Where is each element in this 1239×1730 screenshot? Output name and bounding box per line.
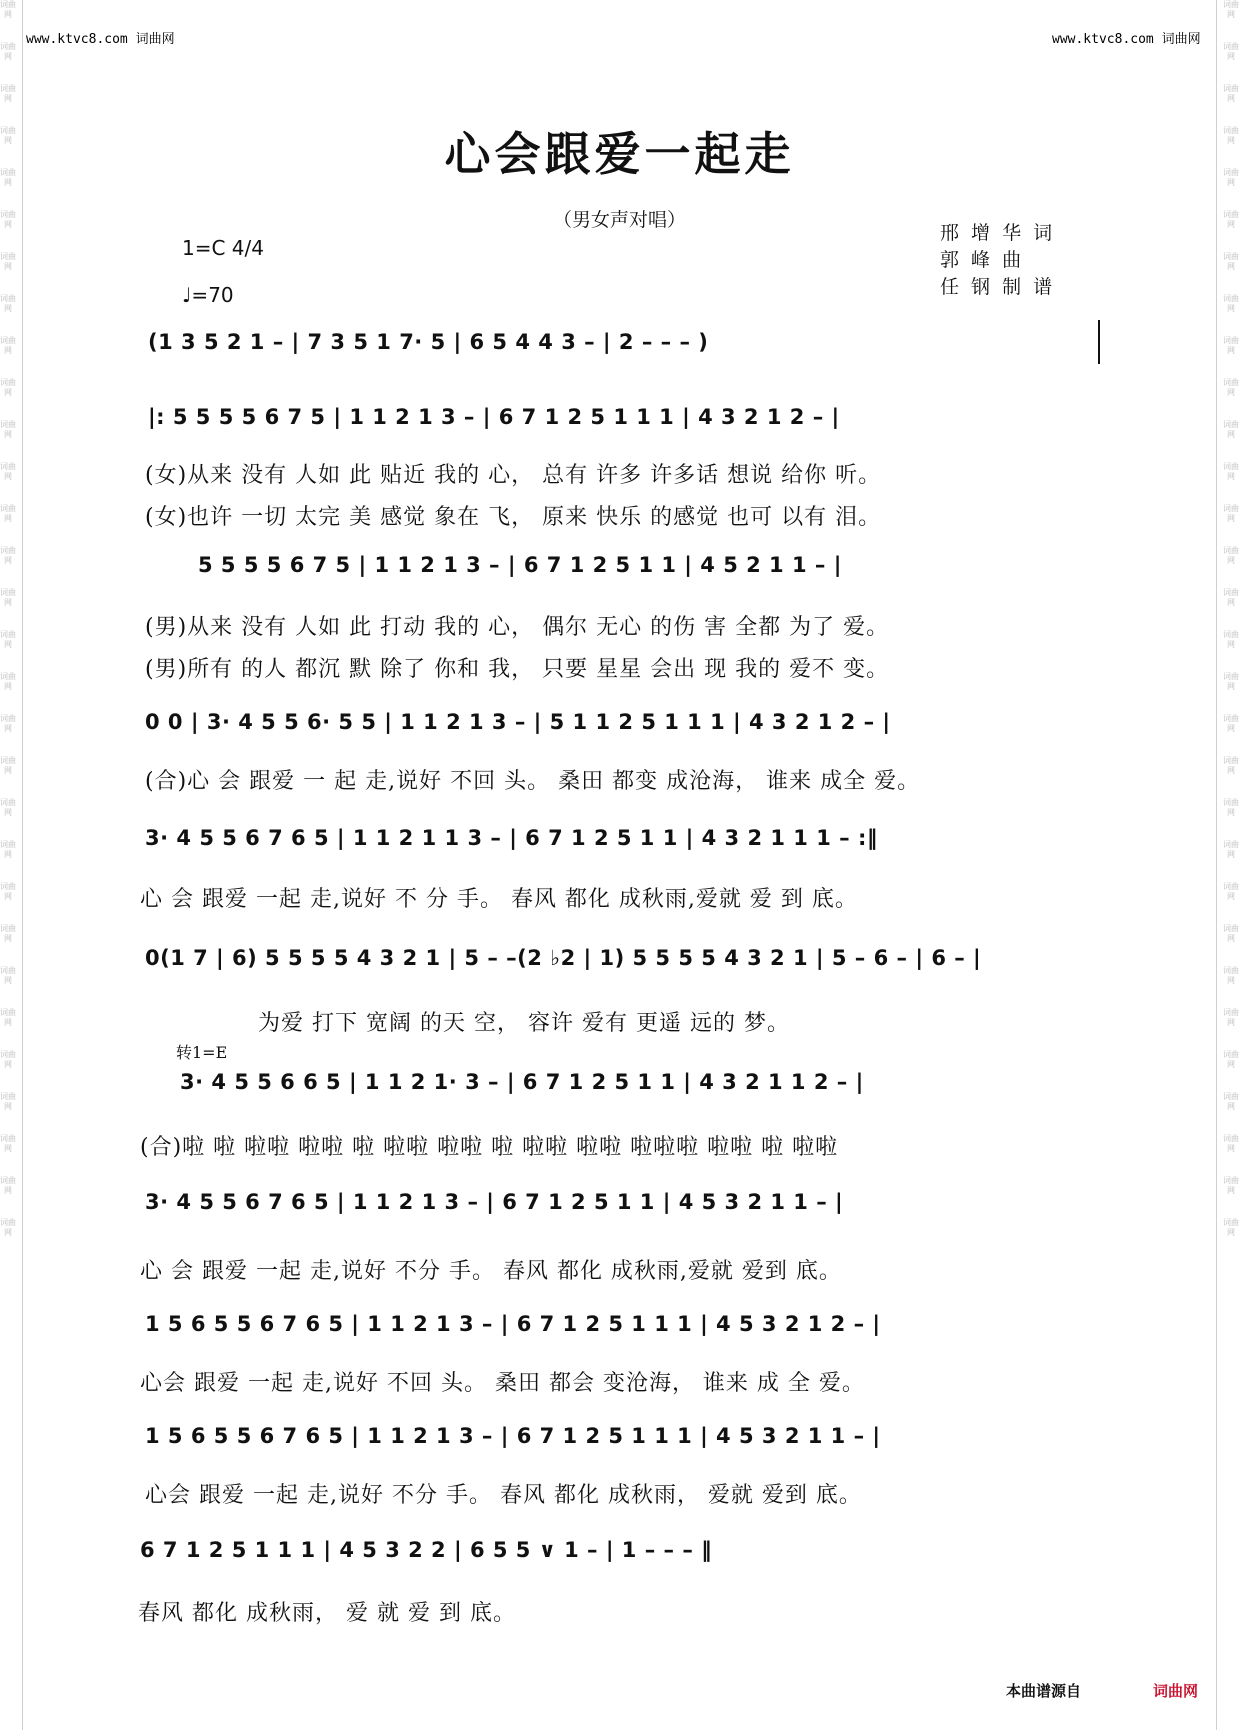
notation-line-7: 3· 4 5 5 6 7 6 5 | 1 1 2 1 3 – | 6 7 1 2 5 1 1 | 4 5 3 2 1 1 – | [145, 1190, 844, 1214]
notation-line-1: |: 5 5 5 5 6 7 5 | 1 1 2 1 3 – | 6 7 1 2 5 1 1 1 | 4 3 2 1 2 – | [148, 405, 840, 429]
arranger-credit: 任 钢 制 谱 [940, 276, 1056, 298]
notation-line-6: 3· 4 5 5 6 6 5 | 1 1 2 1· 3 – | 6 7 1 2 5 1 1 | 4 3 2 1 1 2 – | [180, 1070, 864, 1094]
right-margin-line [1216, 0, 1217, 1730]
song-title: 心会跟爱一起走 [444, 127, 795, 181]
notation-line-intro: (1 3 5 2 1 – | 7 3 5 1 7· 5 | 6 5 4 4 3 – | 2 – – – ) [148, 330, 709, 354]
footer-source-brand: 词曲网 [1153, 1682, 1199, 1700]
lyric-line-male-1: (男)从来 没有 人如 此 打动 我的 心， 偶尔 无心 的伤 害 全都 为了 爱。 [145, 615, 890, 640]
composer-credit: 郭 峰 曲 [940, 249, 1025, 271]
lyric-line-chorus-1: (合)心 会 跟爱 一 起 走,说好 不回 头。 桑田 都变 成沧海， 谁来 成全 爱。 [145, 769, 921, 794]
notation-line-10: 6 7 1 2 5 1 1 1 | 4 5 3 2 2 | 6 5 5 ∨ 1 – | 1 – – – ‖ [140, 1538, 713, 1562]
song-subtitle: （男女声对唱） [552, 209, 686, 231]
notation-line-3: 0 0 | 3· 4 5 5 6· 5 5 | 1 1 2 1 3 – | 5 1 1 2 5 1 1 1 | 4 3 2 1 2 – | [145, 710, 891, 734]
tempo-marking: ♩=70 [182, 283, 234, 307]
footer-source-label: 本曲谱源自 [1006, 1682, 1082, 1700]
right-watermark-strip: 词曲网 词曲网 词曲网 词曲网 词曲网 词曲网 词曲网 词曲网 词曲网 词曲网 词曲网 词曲网 词曲网 词曲网 词曲网 词曲网 词曲网 词曲网 词曲网 词曲网 词曲网 词曲网 词曲网 词曲网 词曲网 词曲网 词曲网 词曲网 词曲网 词曲网 [1223, 0, 1239, 1237]
modulation-marking: 转1=E [176, 1043, 228, 1062]
lyric-line-ending: 春风 都化 成秋雨， 爱 就 爱 到 底。 [138, 1601, 516, 1626]
lyric-line-female-2: (女)也许 一切 太完 美 感觉 象在 飞， 原来 快乐 的感觉 也可 以有 泪。 [145, 505, 882, 530]
site-watermark-left: www.ktvc8.com 词曲网 [26, 32, 175, 47]
site-watermark-right: www.ktvc8.com 词曲网 [1052, 32, 1201, 47]
lyric-line-male-2: (男)所有 的人 都沉 默 除了 你和 我， 只要 星星 会出 现 我的 爱不 变。 [145, 657, 890, 682]
notation-line-5: 0(1 7 | 6) 5 5 5 5 4 3 2 1 | 5 – –(2 ♭2 | 1) 5 5 5 5 4 3 2 1 | 5 – 6 – | 6 – | [145, 946, 982, 970]
notation-line-9: 1 5 6 5 5 6 7 6 5 | 1 1 2 1 3 – | 6 7 1 2 5 1 1 1 | 4 5 3 2 1 1 – | [145, 1424, 881, 1448]
lyric-line-chorus-2: 心 会 跟爱 一起 走,说好 不 分 手。 春风 都化 成秋雨,爱就 爱 到 底。 [140, 887, 858, 912]
lyricist-credit: 邢 增 华 词 [940, 222, 1056, 244]
lyric-line-chorus-4: 心会 跟爱 一起 走,说好 不回 头。 桑田 都会 变沧海， 谁来 成 全 爱。 [140, 1371, 865, 1396]
barline-end-intro [1098, 320, 1100, 364]
lyric-line-bridge: 为爱 打下 宽阔 的天 空， 容许 爱有 更遥 远的 梦。 [258, 1011, 790, 1036]
key-signature: 1=C 4/4 [182, 236, 264, 260]
left-margin-line [22, 0, 23, 1730]
lyric-line-la: (合)啦 啦 啦啦 啦啦 啦 啦啦 啦啦 啦 啦啦 啦啦 啦啦啦 啦啦 啦 啦啦 [140, 1135, 839, 1160]
lyric-line-female-1: (女)从来 没有 人如 此 贴近 我的 心， 总有 许多 许多话 想说 给你 听。 [145, 463, 882, 488]
notation-line-2: 5 5 5 5 6 7 5 | 1 1 2 1 3 – | 6 7 1 2 5 1 1 | 4 5 2 1 1 – | [198, 553, 842, 577]
notation-line-4: 3· 4 5 5 6 7 6 5 | 1 1 2 1 1 3 – | 6 7 1 2 5 1 1 | 4 3 2 1 1 1 – :‖ [145, 826, 878, 850]
notation-line-8: 1 5 6 5 5 6 7 6 5 | 1 1 2 1 3 – | 6 7 1 2 5 1 1 1 | 4 5 3 2 1 2 – | [145, 1312, 881, 1336]
lyric-line-chorus-3: 心 会 跟爱 一起 走,说好 不分 手。 春风 都化 成秋雨,爱就 爱到 底。 [140, 1259, 842, 1284]
lyric-line-chorus-5: 心会 跟爱 一起 走,说好 不分 手。 春风 都化 成秋雨， 爱就 爱到 底。 [145, 1483, 862, 1508]
left-watermark-strip: 词曲网 词曲网 词曲网 词曲网 词曲网 词曲网 词曲网 词曲网 词曲网 词曲网 词曲网 词曲网 词曲网 词曲网 词曲网 词曲网 词曲网 词曲网 词曲网 词曲网 词曲网 词曲网 词曲网 词曲网 词曲网 词曲网 词曲网 词曲网 词曲网 词曲网 [0, 0, 16, 1237]
